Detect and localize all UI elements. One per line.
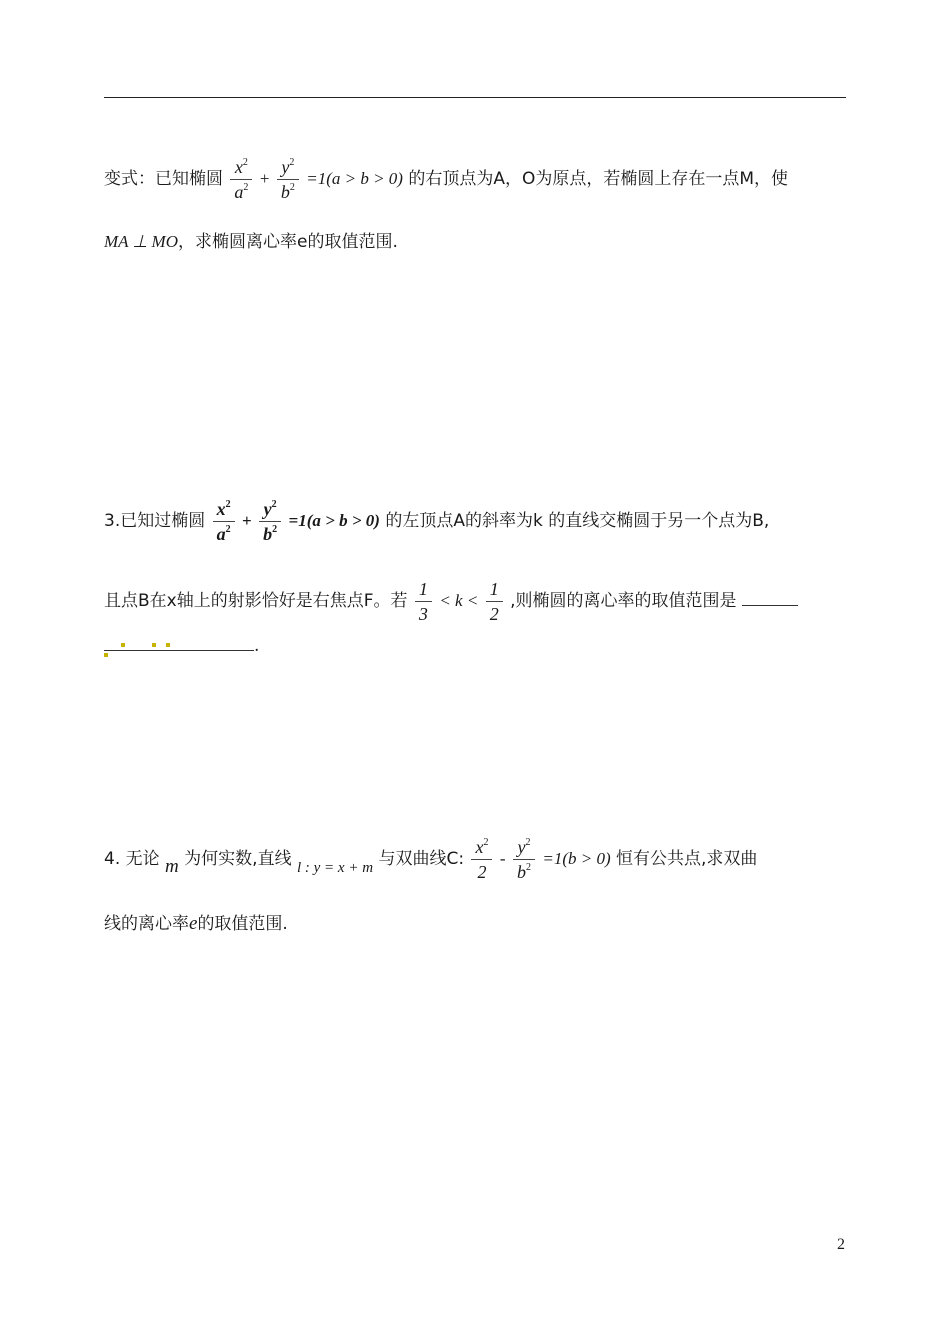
q3-line-1: 3.已知过椭圆 $\frac{x^2}{a^2}$ + $\frac{y^2}{b^2}$ =1(a > b > 0) 的左顶点A的斜率为k 的直线交椭圆于另一个点为B, (104, 499, 770, 544)
variant-text: 的右顶点为A，O为原点，若椭圆上存在一点M，使 (408, 169, 789, 189)
variant-perp: MA ⊥ MO (104, 232, 178, 251)
q3-frac-x: $\frac{x^2}{a^2}$ (213, 500, 235, 543)
marker-dot (104, 653, 108, 657)
q4-line-equation: l : y = x + m (296, 860, 374, 876)
q3-text-2: 且点B在x轴上的射影恰好是右焦点F。若 (104, 591, 408, 611)
q4-intro: 4. 无论 (104, 849, 160, 869)
header-rule (104, 97, 846, 98)
q3-line-2 (104, 580, 798, 623)
q3-frac-half: $\frac{1}{2}$ (486, 580, 503, 623)
q4-equation: =1(b > 0) (542, 849, 611, 868)
variant-frac-y: $\frac{y^2}{b^2}$ (277, 158, 299, 201)
marker-dot (121, 643, 125, 647)
answer-blank (742, 591, 798, 606)
marker-dot (166, 643, 170, 647)
q3-frac-third: $\frac{1}{3}$ (415, 580, 432, 623)
variant-equation: =1(a > b > 0) (306, 169, 403, 188)
marker-dot (152, 643, 156, 647)
variant-ask: ，求椭圆离心率e的取值范围. (178, 232, 398, 252)
page-number: 2 (837, 1236, 845, 1253)
q3-inequality: < k < (439, 591, 479, 610)
q4-line-1: 4. 无论 m 为何实数,直线 l : y = x + m 与双曲线C: $\frac{x^2}{2}$ - $\frac{y^2}{b^2}$ =1(b > 0) 恒有公共点,求双曲 (104, 837, 758, 882)
variant-intro: 变式：已知椭圆 (104, 169, 223, 189)
q4-e: e (189, 913, 198, 934)
variant-line-1: 变式：已知椭圆 $\frac{x^2}{a^2}$ + $\frac{y^2}{b^2}$ =1(a > b > 0) 的右顶点为A，O为原点，若椭圆上存在一点M，使 (104, 157, 789, 202)
q4-m: m (165, 856, 179, 877)
q3-text-3: ,则椭圆的离心率的取值范围是 (510, 591, 737, 611)
q4-frac-y: $\frac{y^2}{b^2}$ (513, 838, 535, 881)
q4-frac-x: $\frac{x^2}{2}$ (471, 838, 492, 881)
answer-blank-continued (104, 636, 254, 651)
q3-equation: =1(a > b > 0) (288, 511, 380, 530)
q3-line-3: . (104, 636, 259, 655)
q3-text: 的左顶点A的斜率为k 的直线交椭圆于另一个点为B, (385, 511, 770, 531)
q3-intro: 3.已知过椭圆 (104, 511, 206, 531)
variant-line-2 (104, 233, 398, 251)
q4-line-2: 线的离心率e的取值范围. (104, 913, 288, 934)
q3-frac-y: $\frac{y^2}{b^2}$ (259, 500, 281, 543)
variant-frac-x: $\frac{x^2}{a^2}$ (230, 158, 252, 201)
